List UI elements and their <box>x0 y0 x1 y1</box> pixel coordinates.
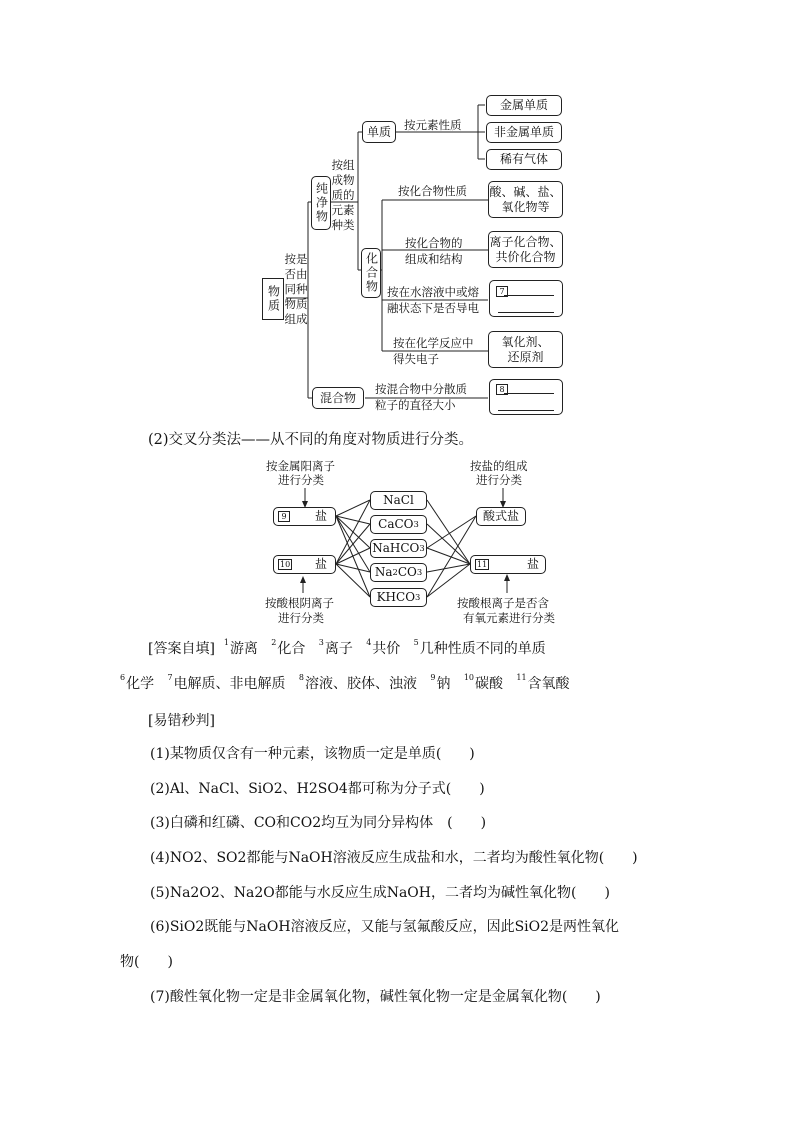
box-11-number: 11 <box>477 560 488 569</box>
answer-10: 碳酸 <box>475 676 503 692</box>
criterion-conductivity-1: 按在水溶液中或熔 <box>387 285 479 299</box>
node-oxidant-reductant-line2: 还原剂 <box>507 349 544 364</box>
judge-q4: (4)NO2、SO2都能与NaOH溶液反应生成盐和水，二者均为酸性氧化物( ) <box>150 850 638 866</box>
answer-7-number: 7 <box>167 673 173 682</box>
judge-q5: (5)Na2O2、Na2O都能与水反应生成NaOH，二者均为碱性氧化物( ) <box>150 885 610 901</box>
answer-4-number: 4 <box>366 638 372 647</box>
criterion-conductivity-2: 融状态下是否导电 <box>387 301 479 315</box>
box-9-salt <box>273 507 336 526</box>
salt-caco3: CaCO 3 <box>370 515 427 534</box>
box-acid-salt: 酸式盐 <box>476 507 526 526</box>
node-ionic-covalent-line1: 离子化合物、 <box>489 234 562 249</box>
node-nonmetal-element: 非金属单质 <box>486 122 562 143</box>
box-9-number: 9 <box>278 511 290 522</box>
answer-4: 共价 <box>372 641 401 657</box>
answers-row-1 <box>148 638 546 658</box>
judge-q1: (1)某物质仅含有一种元素，该物质一定是单质( ) <box>150 746 475 762</box>
criterion-same-substance <box>282 252 310 327</box>
label-by-metal-cation-1: 按金属阳离子 <box>266 459 335 473</box>
node-acid-base-salt-oxide <box>488 181 563 218</box>
label-by-acid-anion-2: 进行分类 <box>278 611 324 625</box>
salt-na2co3: Na 2 CO 3 <box>370 563 427 582</box>
answer-2: 化合 <box>277 641 306 657</box>
answer-11-number: 11 <box>516 673 527 682</box>
judge-q6-line1: (6)SiO2既能与NaOH溶液反应，又能与氢氟酸反应，因此SiO2是两性氧化 <box>150 919 620 935</box>
blank-line-8a <box>504 382 554 394</box>
blank-line-8b <box>498 400 554 411</box>
node-acid-base-salt-oxide-line1: 酸、碱、盐、 <box>489 184 562 199</box>
judge-q2: (2)Al、NaCl、SiO2、H2SO4都可称为分子式( ) <box>150 781 485 797</box>
blank-number-8: 8 <box>496 384 508 395</box>
judge-heading: [易错秒判] <box>148 713 215 729</box>
judge-q3: (3)白磷和红磷、CO和CO2均互为同分异构体 ( ) <box>150 815 487 831</box>
answer-3-number: 3 <box>318 638 324 647</box>
node-ionic-covalent-line2: 共价化合物 <box>495 249 556 264</box>
answer-7: 电解质、非电解质 <box>173 676 286 692</box>
answer-11: 含氧酸 <box>527 676 570 692</box>
node-noble-gas: 稀有气体 <box>486 149 562 170</box>
node-acid-base-salt-oxide-line2: 氧化物等 <box>501 199 550 214</box>
answers-row-2 <box>120 673 570 693</box>
answer-2-number: 2 <box>271 638 277 647</box>
criterion-particle-size-2: 粒子的直径大小 <box>375 398 456 412</box>
label-by-acid-anion-1: 按酸根阴离子 <box>265 596 334 610</box>
answer-10-number: 10 <box>463 673 474 682</box>
node-mixture: 混合物 <box>312 387 364 409</box>
blank-box-8 <box>489 379 563 415</box>
answer-9: 钠 <box>436 676 451 692</box>
box-11-salt <box>470 555 546 574</box>
salt-khco3: KHCO 3 <box>370 588 427 607</box>
criterion-electrons-2: 得失电子 <box>393 352 439 366</box>
box-10-number: 10 <box>280 560 291 569</box>
cross-classification-heading: (2)交叉分类法——从不同的角度对物质进行分类。 <box>148 432 474 448</box>
answer-1: 游离 <box>229 641 258 657</box>
answer-8-number: 8 <box>298 673 304 682</box>
node-matter: 物质 <box>262 278 284 320</box>
node-metal-element: 金属单质 <box>486 95 562 116</box>
criterion-particle-size-1: 按混合物中分散质 <box>375 382 467 396</box>
answers-label: [答案自填] <box>148 641 215 657</box>
criterion-same-substance-text: 按是否由同种物质组成 <box>284 252 308 326</box>
judge-q6-line2: 物( ) <box>120 954 173 970</box>
criterion-compound-property: 按化合物性质 <box>398 184 467 198</box>
criterion-element-property: 按元素性质 <box>404 118 462 132</box>
criterion-element-types-text: 按组成物质的元素种类 <box>331 158 355 232</box>
box-11-text: 盐 <box>526 557 539 571</box>
label-by-metal-cation-2: 进行分类 <box>278 473 324 487</box>
box-10-salt <box>273 555 336 574</box>
node-ionic-covalent <box>488 231 563 268</box>
criterion-electrons-1: 按在化学反应中 <box>393 336 474 350</box>
answer-8: 溶液、胶体、浊液 <box>305 676 417 692</box>
criterion-composition-2: 组成和结构 <box>405 252 463 266</box>
answer-3: 离子 <box>324 641 353 657</box>
blank-number-7: 7 <box>496 286 508 297</box>
answer-5: 几种性质不同的单质 <box>419 641 546 657</box>
blank-line-7a <box>504 284 554 296</box>
node-oxidant-reductant <box>488 331 563 368</box>
node-compound: 化合物 <box>361 248 381 298</box>
label-by-oxygen-1: 按酸根离子是否含 <box>457 596 549 610</box>
answer-6: 化学 <box>126 676 155 692</box>
node-pure-substance: 纯净物 <box>311 176 331 230</box>
label-by-salt-composition-2: 进行分类 <box>476 473 522 487</box>
box-9-text: 盐 <box>314 509 327 523</box>
answer-9-number: 9 <box>430 673 436 682</box>
node-oxidant-reductant-line1: 氧化剂、 <box>501 334 550 349</box>
box-10-text: 盐 <box>314 557 327 571</box>
judge-q7: (7)酸性氧化物一定是非金属氧化物，碱性氧化物一定是金属氧化物( ) <box>150 989 601 1005</box>
blank-box-7 <box>489 280 563 317</box>
answer-5-number: 5 <box>413 638 419 647</box>
criterion-composition-1: 按化合物的 <box>405 236 463 250</box>
answer-1-number: 1 <box>223 638 229 647</box>
answer-6-number: 6 <box>120 673 126 682</box>
salt-nacl: NaCl <box>370 491 427 510</box>
node-simple-substance: 单质 <box>362 121 396 143</box>
salt-nahco3: NaHCO 3 <box>370 539 427 558</box>
criterion-element-types <box>330 158 356 233</box>
label-by-oxygen-2: 有氧元素进行分类 <box>463 611 555 625</box>
blank-line-7b <box>498 302 554 313</box>
label-by-salt-composition-1: 按盐的组成 <box>470 459 528 473</box>
